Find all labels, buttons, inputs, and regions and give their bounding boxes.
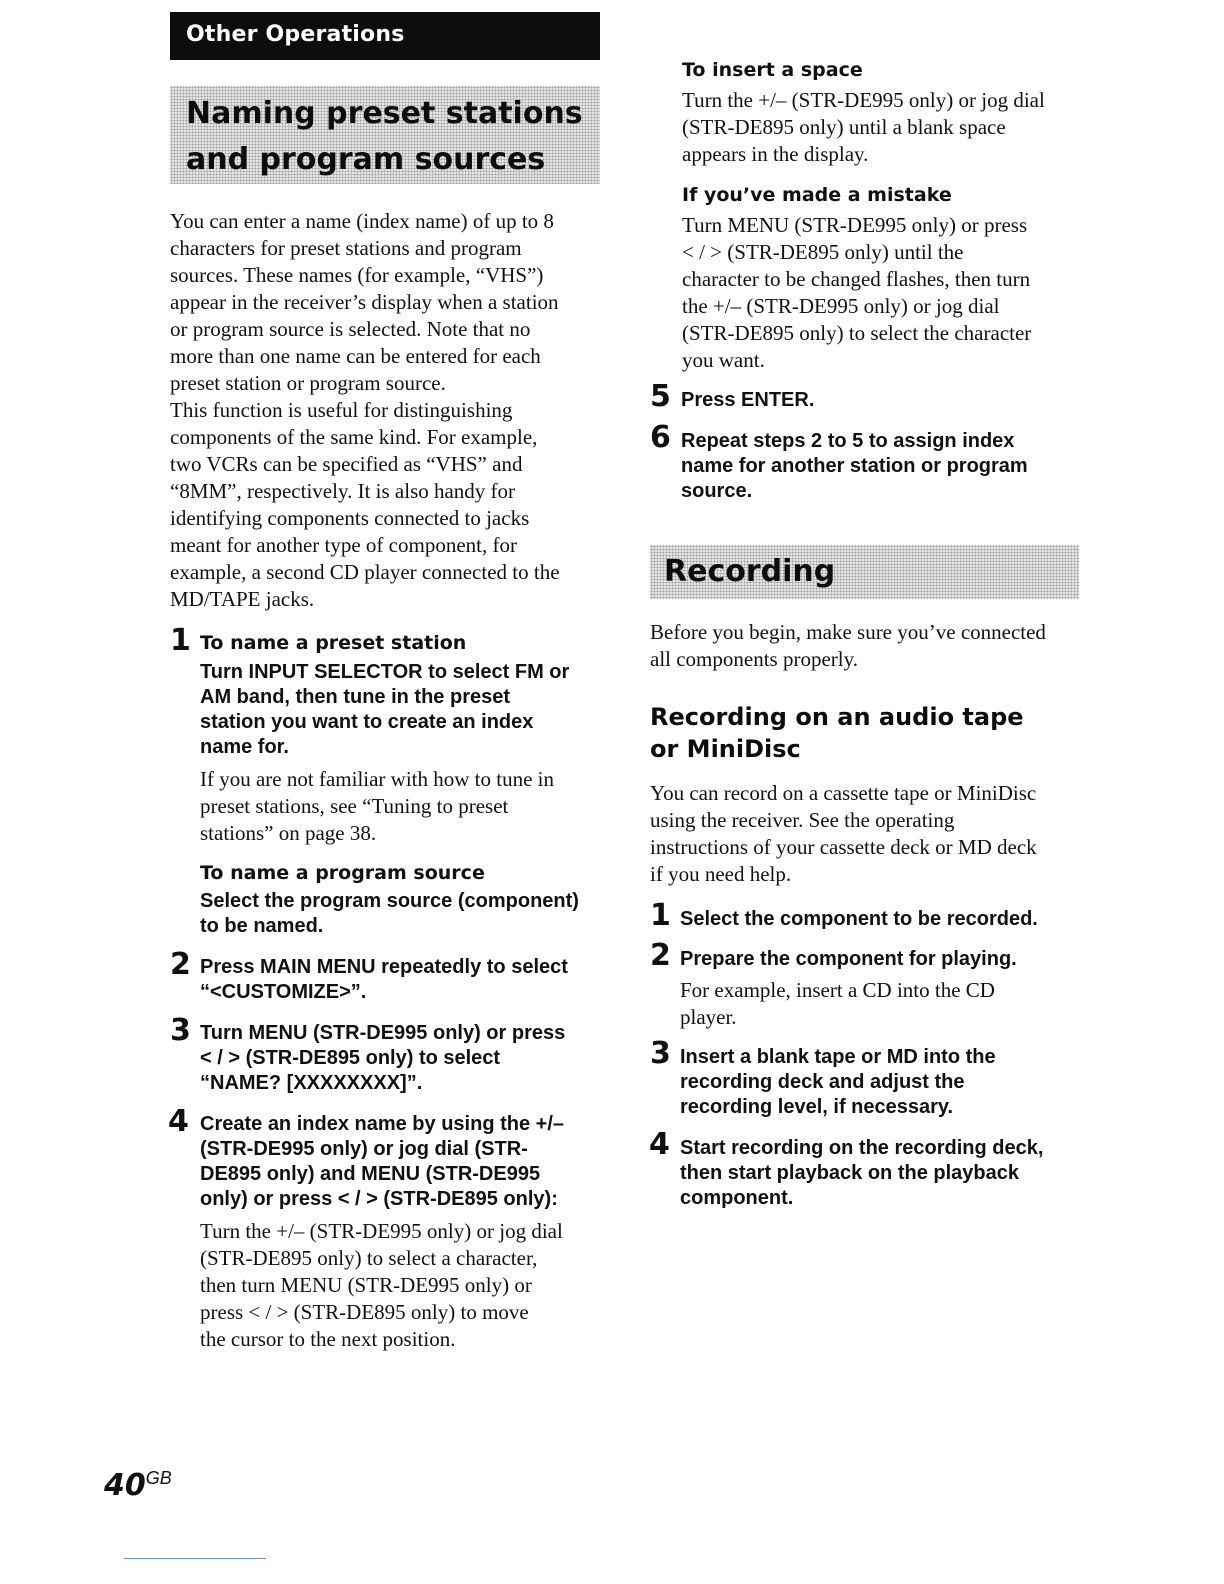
step-instruction — [680, 947, 1017, 972]
text-line: press < / > (STR-DE895 only) to move — [200, 1300, 529, 1324]
text-line: Turn the +/– (STR-DE995 only) or jog dial — [200, 1219, 563, 1243]
step-number: 4 — [168, 1104, 189, 1139]
step-instruction — [680, 907, 1038, 932]
text-line: “NAME? [XXXXXXXX]”. — [200, 1072, 423, 1094]
step-number: 1 — [650, 898, 671, 933]
step-instruction — [200, 660, 600, 760]
text-line: appears in the display. — [682, 142, 869, 166]
subsection-title-recording-tape — [650, 701, 1080, 765]
text-line: player. — [680, 1005, 737, 1029]
text-line: component. — [680, 1187, 794, 1209]
text-line: sources. These names (for example, “VHS”) — [170, 263, 544, 287]
text-line: Turn INPUT SELECTOR to select FM or — [200, 661, 570, 683]
text-line: name for. — [200, 736, 289, 758]
text-line: Insert a blank tape or MD into the — [680, 1046, 996, 1068]
text-line: instructions of your cassette deck or MD deck — [650, 835, 1037, 859]
text-line: Turn MENU (STR-DE995 only) or press — [200, 1022, 566, 1044]
section-title-recording — [650, 545, 1079, 599]
step-number: 5 — [650, 379, 671, 414]
text-line: Select the program source (component) — [200, 890, 579, 912]
text-line: if you need help. — [650, 862, 792, 886]
step-subheading: To name a preset station — [200, 632, 467, 654]
step-number: 4 — [649, 1127, 670, 1162]
text-line: using the receiver. See the operating — [650, 808, 955, 832]
text-line: station you want to create an index — [200, 711, 534, 733]
text-line: DE895 only) and MENU (STR-DE995 — [200, 1163, 541, 1185]
text-line: preset station or program source. — [170, 371, 446, 395]
text-line: Repeat steps 2 to 5 to assign index — [681, 430, 1015, 452]
section-header-title: Other Operations — [186, 22, 405, 47]
text-line: Select the component to be recorded. — [680, 908, 1038, 930]
text-line: character to be changed flashes, then turn — [682, 267, 1031, 291]
text-line: (STR-DE895 only) to select the character — [682, 321, 1032, 345]
page-number — [104, 1468, 172, 1503]
bottom-divider — [124, 1558, 266, 1559]
text-line: or program source is selected. Note that no — [170, 317, 531, 341]
text-line: Start recording on the recording deck, — [680, 1137, 1044, 1159]
section-title-line-1: Recording — [664, 554, 836, 589]
text-line: (STR-DE895 only) until a blank space — [682, 115, 1006, 139]
subheading-insert-space: To insert a space — [682, 59, 863, 81]
step-note — [680, 977, 1080, 1031]
text-line: more than one name can be entered for each — [170, 344, 541, 368]
text-line: stations” on page 38. — [200, 821, 377, 845]
step-instruction — [200, 889, 600, 939]
text-line: You can record on a cassette tape or MiniDisc — [650, 781, 1037, 805]
step-instruction — [680, 1045, 1080, 1120]
section-title-naming — [170, 86, 600, 184]
step-number: 6 — [650, 420, 671, 455]
text-line: recording level, if necessary. — [680, 1096, 954, 1118]
text-line: or MiniDisc — [650, 735, 801, 763]
text-line: MD/TAPE jacks. — [170, 587, 315, 611]
text-line: example, a second CD player connected to the — [170, 560, 560, 584]
text-line: Recording on an audio tape — [650, 703, 1024, 731]
text-line: only) or press < / > (STR-DE895 only): — [200, 1188, 558, 1210]
text-line: appear in the receiver’s display when a station — [170, 290, 559, 314]
step-number: 2 — [650, 938, 671, 973]
text-line: This function is useful for distinguishing — [170, 398, 513, 422]
text-line: then start playback on the playback — [680, 1162, 1019, 1184]
text-line: the +/– (STR-DE995 only) or jog dial — [682, 294, 1000, 318]
text-line: You can enter a name (index name) of up to 8 — [170, 209, 554, 233]
text-line: the cursor to the next position. — [200, 1327, 456, 1351]
step-instruction — [681, 429, 1081, 504]
step-number: 1 — [170, 623, 191, 658]
recording-tape-intro — [650, 780, 1080, 888]
text-line: preset stations, see “Tuning to preset — [200, 794, 509, 818]
text-line: recording deck and adjust the — [680, 1071, 965, 1093]
step-instruction — [200, 1021, 600, 1096]
step-note — [200, 766, 600, 847]
step-number: 3 — [650, 1036, 671, 1071]
text-line: two VCRs can be specified as “VHS” and — [170, 452, 523, 476]
step-note — [200, 1218, 600, 1353]
text-line: AM band, then tune in the preset — [200, 686, 511, 708]
text-line: Create an index name by using the +/– — [200, 1113, 565, 1135]
text-line: name for another station or program — [681, 455, 1028, 477]
section-header-bar — [170, 12, 600, 60]
text-line: Prepare the component for playing. — [680, 948, 1017, 970]
text-line: < / > (STR-DE895 only) to select — [200, 1047, 501, 1069]
text-line: identifying components connected to jacks — [170, 506, 530, 530]
text-line: source. — [681, 480, 753, 502]
text-line: Before you begin, make sure you’ve connected — [650, 620, 1046, 644]
text-line: components of the same kind. For example, — [170, 425, 538, 449]
text-line: you want. — [682, 348, 765, 372]
step-instruction — [200, 955, 600, 1005]
recording-intro-paragraph — [650, 619, 1080, 673]
subheading-mistake: If you’ve made a mistake — [682, 184, 952, 206]
step-instruction — [680, 1136, 1080, 1211]
text-line: For example, insert a CD into the CD — [680, 978, 995, 1002]
text-line: all components properly. — [650, 647, 859, 671]
text-line: Turn MENU (STR-DE995 only) or press — [682, 213, 1028, 237]
page-number-suffix: GB — [145, 1468, 172, 1488]
text-line: If you are not familiar with how to tune in — [200, 767, 554, 791]
text-line: (STR-DE895 only) to select a character, — [200, 1246, 538, 1270]
text-line: Press ENTER. — [681, 389, 815, 411]
step-instruction — [200, 1112, 600, 1212]
text-line: < / > (STR-DE895 only) until the — [682, 240, 964, 264]
text-line: to be named. — [200, 915, 324, 937]
text-line: “<CUSTOMIZE>”. — [200, 981, 367, 1003]
text-line: characters for preset stations and program — [170, 236, 522, 260]
step-number: 2 — [170, 947, 191, 982]
text-line: “8MM”, respectively. It is also handy for — [170, 479, 516, 503]
text-line: (STR-DE995 only) or jog dial (STR- — [200, 1138, 528, 1160]
naming-intro-paragraph — [170, 208, 600, 613]
section-title-line-2: and program sources — [186, 142, 546, 177]
page-number-value: 40 — [104, 1468, 146, 1503]
text-line: then turn MENU (STR-DE995 only) or — [200, 1273, 532, 1297]
step-instruction — [681, 388, 814, 413]
text-line: Turn the +/– (STR-DE995 only) or jog dial — [682, 88, 1045, 112]
section-title-line-1: Naming preset stations — [186, 96, 583, 131]
insert-space-text — [682, 87, 1082, 168]
text-line: Press MAIN MENU repeatedly to select — [200, 956, 568, 978]
step-subheading: To name a program source — [200, 862, 485, 884]
mistake-text — [682, 212, 1082, 374]
text-line: meant for another type of component, for — [170, 533, 517, 557]
step-number: 3 — [170, 1013, 191, 1048]
